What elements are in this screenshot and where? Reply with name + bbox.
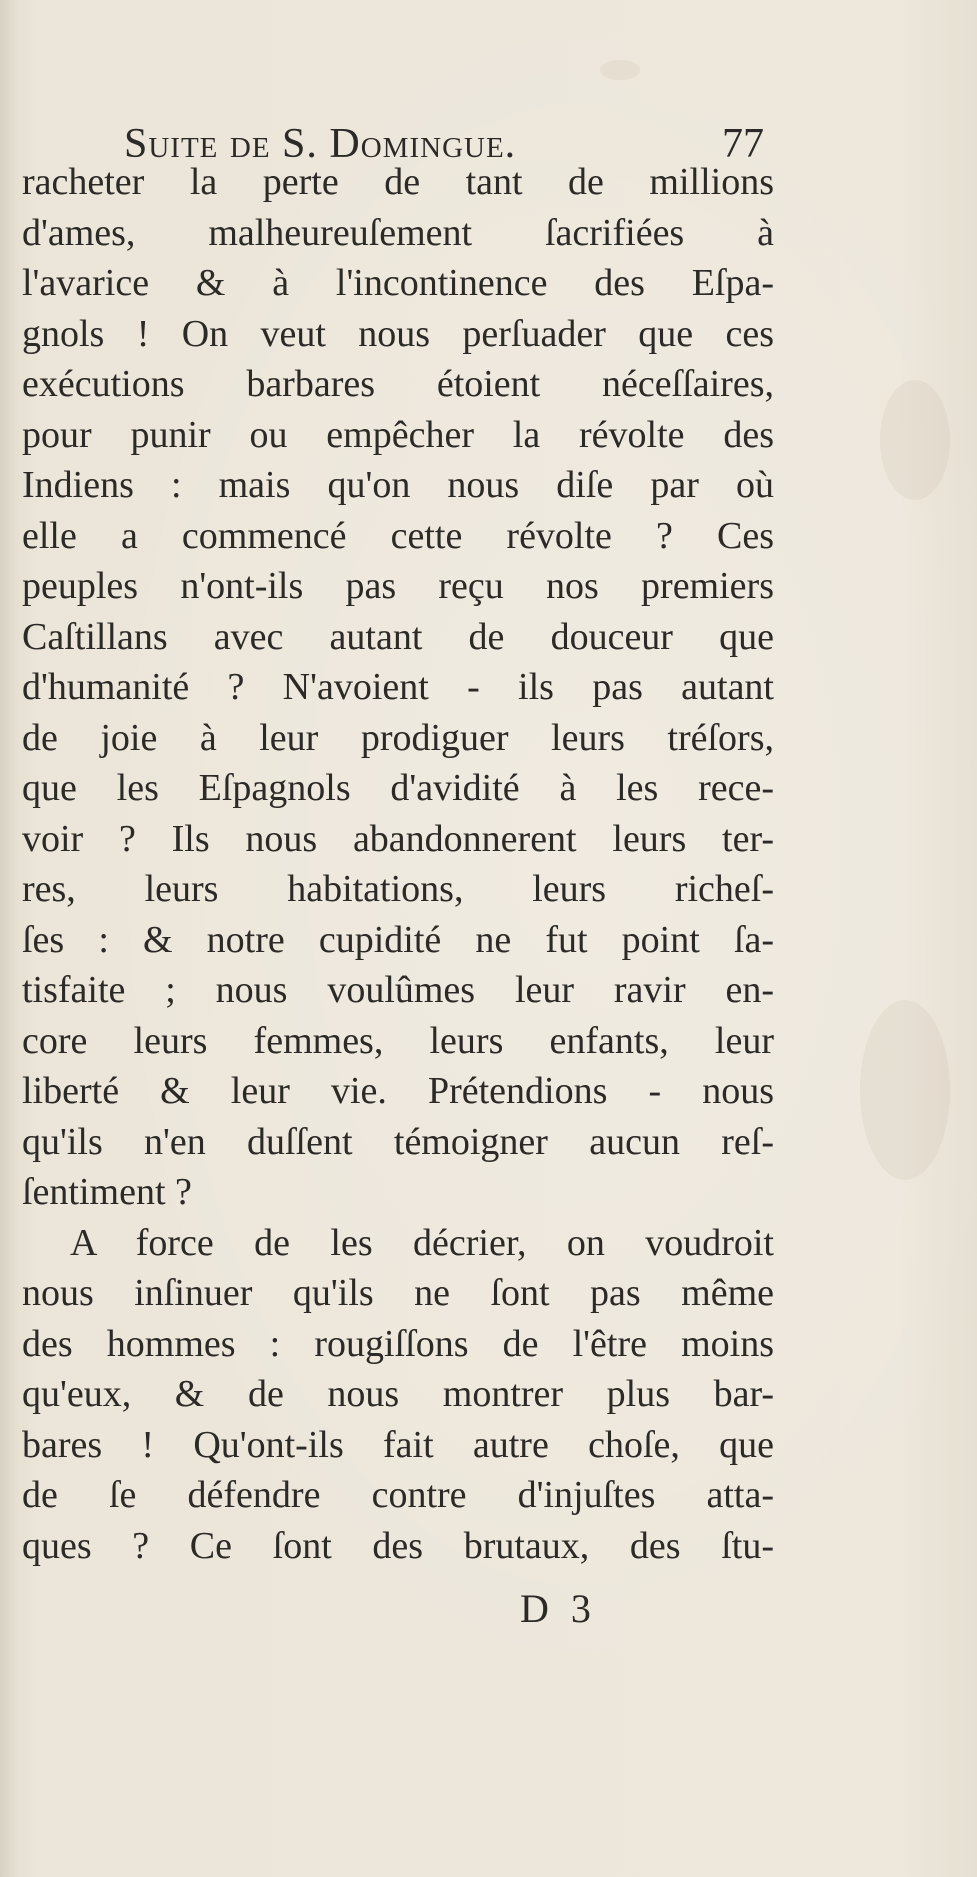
text-line: ques ? Ce ſont des brutaux, des ſtu- bbox=[22, 1524, 774, 1567]
body-text bbox=[22, 157, 774, 1571]
text-line: qu'ils n'en duſſent témoigner aucun reſ- bbox=[22, 1120, 774, 1163]
text-line: qu'eux, & de nous montrer plus bar- bbox=[22, 1373, 774, 1415]
paper-stain bbox=[860, 1000, 950, 1180]
text-line: nous inſinuer qu'ils ne ſont pas même bbox=[22, 1272, 774, 1314]
text-line: bares ! Qu'ont-ils fait autre choſe, que bbox=[22, 1423, 774, 1466]
text-line: gnols ! On veut nous perſuader que ces bbox=[22, 312, 774, 355]
text-line: d'humanité ? N'avoient - ils pas autant bbox=[22, 666, 774, 708]
text-line: tisfaite ; nous voulûmes leur ravir en- bbox=[22, 969, 774, 1011]
signature-mark: D 3 bbox=[520, 1586, 597, 1631]
text-line: pour punir ou empêcher la révolte des bbox=[22, 413, 774, 456]
running-title: Suite de S. Domingue. bbox=[124, 121, 517, 167]
paper-stain bbox=[600, 60, 640, 80]
text-line: Caſtillans avec autant de douceur que bbox=[22, 615, 774, 658]
text-line: racheter la perte de tant de millions bbox=[22, 161, 774, 203]
text-line: d'ames, malheureuſement ſacrifiées à bbox=[22, 211, 774, 254]
paragraph-last-line: ſentiment ? bbox=[22, 1171, 192, 1213]
text-line: que les Eſpagnols d'avidité à les rece- bbox=[22, 767, 774, 809]
text-line: de joie à leur prodiguer leurs tréſors, bbox=[22, 716, 774, 759]
paper-stain bbox=[880, 380, 950, 500]
text-line: elle a commencé cette révolte ? Ces bbox=[22, 514, 774, 557]
text-line: de ſe défendre contre d'injuſtes atta- bbox=[22, 1474, 774, 1516]
text-line: exécutions barbares étoient néceſſaires, bbox=[22, 363, 774, 405]
text-line: liberté & leur vie. Prétendions - nous bbox=[22, 1070, 774, 1112]
paragraph-first-line: A force de les décrier, on voudroit bbox=[70, 1221, 774, 1264]
text-line: des hommes : rougiſſons de l'être moins bbox=[22, 1322, 774, 1365]
text-line: peuples n'ont-ils pas reçu nos premiers bbox=[22, 565, 774, 607]
text-line: l'avarice & à l'incontinence des Eſpa- bbox=[22, 262, 774, 304]
page-number: 77 bbox=[722, 121, 764, 167]
text-line: ſes : & notre cupidité ne fut point ſa- bbox=[22, 918, 774, 961]
text-line: Indiens : mais qu'on nous diſe par où bbox=[22, 464, 774, 506]
text-line: voir ? Ils nous abandonnerent leurs ter- bbox=[22, 817, 774, 860]
text-line: core leurs femmes, leurs enfants, leur bbox=[22, 1019, 774, 1062]
text-line: res, leurs habitations, leurs richeſ- bbox=[22, 868, 774, 910]
